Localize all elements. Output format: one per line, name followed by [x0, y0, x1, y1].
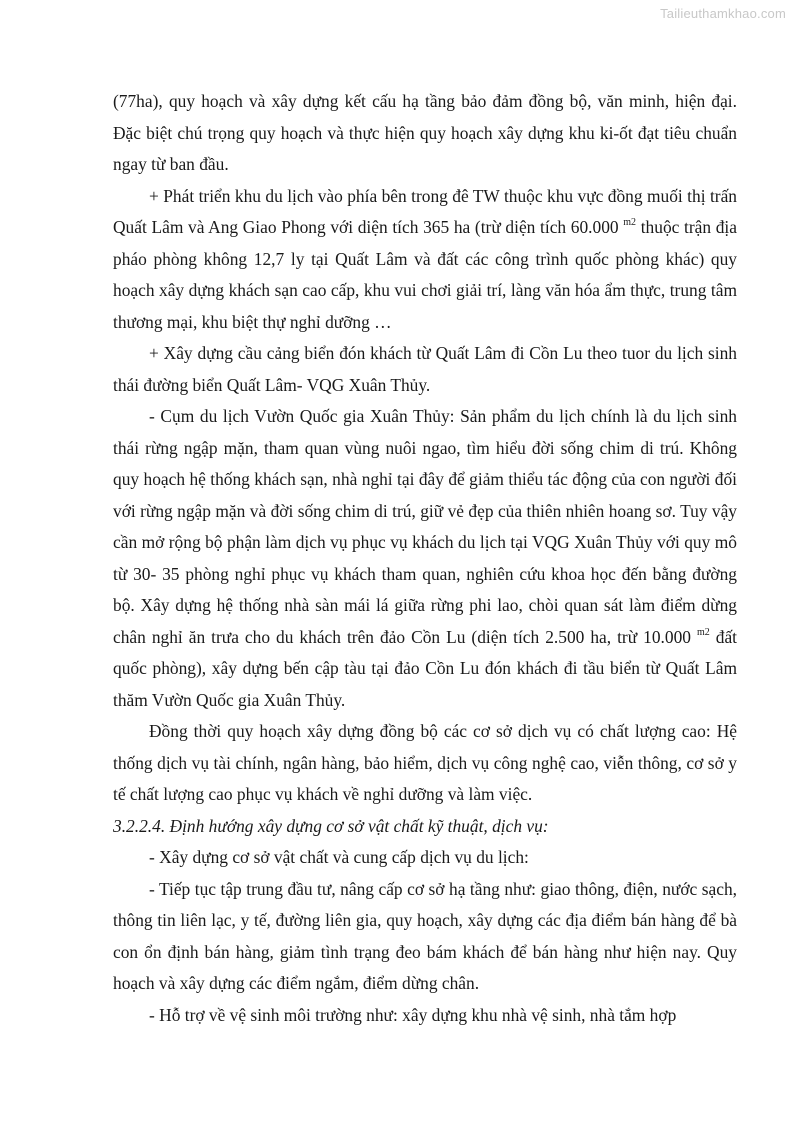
paragraph-5: Đồng thời quy hoạch xây dựng đồng bộ các cơ sở dịch vụ có chất lượng cao: Hệ thống dịch vụ tài chính, ngân hàng, bảo hiểm, dịch vụ công nghệ cao, viễn thông, cơ sở y tế chất lượng cao phục vụ khách về nghỉ dưỡng và làm việc. — [113, 721, 737, 804]
paragraph-3: + Xây dựng cầu cảng biển đón khách từ Quất Lâm đi Cồn Lu theo tuor du lịch sinh thái đường biển Quất Lâm- VQG Xuân Thủy. — [113, 343, 737, 395]
paragraph-6: - Xây dựng cơ sở vật chất và cung cấp dịch vụ du lịch: — [149, 847, 529, 867]
unit-superscript: m2 — [696, 626, 710, 638]
document-body — [113, 86, 737, 1031]
paragraph-8: - Hỗ trợ về vệ sinh môi trường như: xây dựng khu nhà vệ sinh, nhà tắm hợp — [149, 1004, 677, 1025]
watermark: Tailieuthamkhao.com — [660, 6, 786, 21]
paragraph-4: - Cụm du lịch Vườn Quốc gia Xuân Thủy: Sản phẩm du lịch chính là du lịch sinh thái rừng ngập mặn, tham quan vùng nuôi ngao, tìm hiểu đời sống chim di trú. Không quy hoạch hệ thống khách sạn, nhà nghỉ tại đây để giảm thiểu tác động của con người đối với rừng ngập mặn và đời sống chim di trú, giữ vẻ đẹp của thiên nhiên hoang sơ. Tuy vậy cần mở rộng bộ phận làm dịch vụ phục vụ khách du lịch tại VQG Xuân Thủy với quy mô từ 30- 35 phòng nghỉ phục vụ khách tham quan, nghiên cứu khoa học đến bằng đường bộ. Xây dựng hệ thống nhà sàn mái lá giữa rừng phi lao, chòi quan sát làm điểm dừng chân nghỉ ăn trưa cho du khách trên đảo Cồn Lu (diện tích 2.500 ha, trừ 10.000 $^{m2}$ đất quốc phòng), xây dựng bến cập tàu tại đảo Cồn Lu đón khách đi tầu biển từ Quất Lâm thăm Vườn Quốc gia Xuân Thủy. — [113, 406, 738, 710]
section-heading: 3.2.2.4. Định hướng xây dựng cơ sở vật chất kỹ thuật, dịch vụ: — [113, 815, 549, 836]
unit-superscript: m2 — [623, 217, 637, 228]
paragraph-2: + Phát triển khu du lịch vào phía bên trong đê TW thuộc khu vực đồng muối thị trấn Quất Lâm và Ang Giao Phong với diện tích 365 ha (trừ diện tích 60.000 $^{m2}$ thuộc trận địa pháo phòng không 12,7 ly tại Quất Lâm và đất các công trình quốc phòng khác) quy hoạch xây dựng khách sạn cao cấp, khu vui chơi giải trí, làng văn hóa ẩm thực, trung tâm thương mại, khu biệt thự nghỉ dưỡng … — [113, 185, 737, 332]
paragraph-1: (77ha), quy hoạch và xây dựng kết cấu hạ tầng bảo đảm đồng bộ, văn minh, hiện đại. Đặc biệt chú trọng quy hoạch và thực hiện quy hoạch xây dựng khu ki-ốt đạt tiêu chuẩn ngay từ ban đầu. — [113, 91, 737, 174]
paragraph-7: - Tiếp tục tập trung đầu tư, nâng cấp cơ sở hạ tầng như: giao thông, điện, nước sạch, thông tin liên lạc, y tế, đường liên gia, quy hoạch, xây dựng các địa điểm bán hàng để bà con ổn định bán hàng, giảm tình trạng đeo bám khách để bán hàng như hiện nay. Quy hoạch và xây dựng các điểm ngắm, điểm dừng chân. — [113, 878, 737, 993]
